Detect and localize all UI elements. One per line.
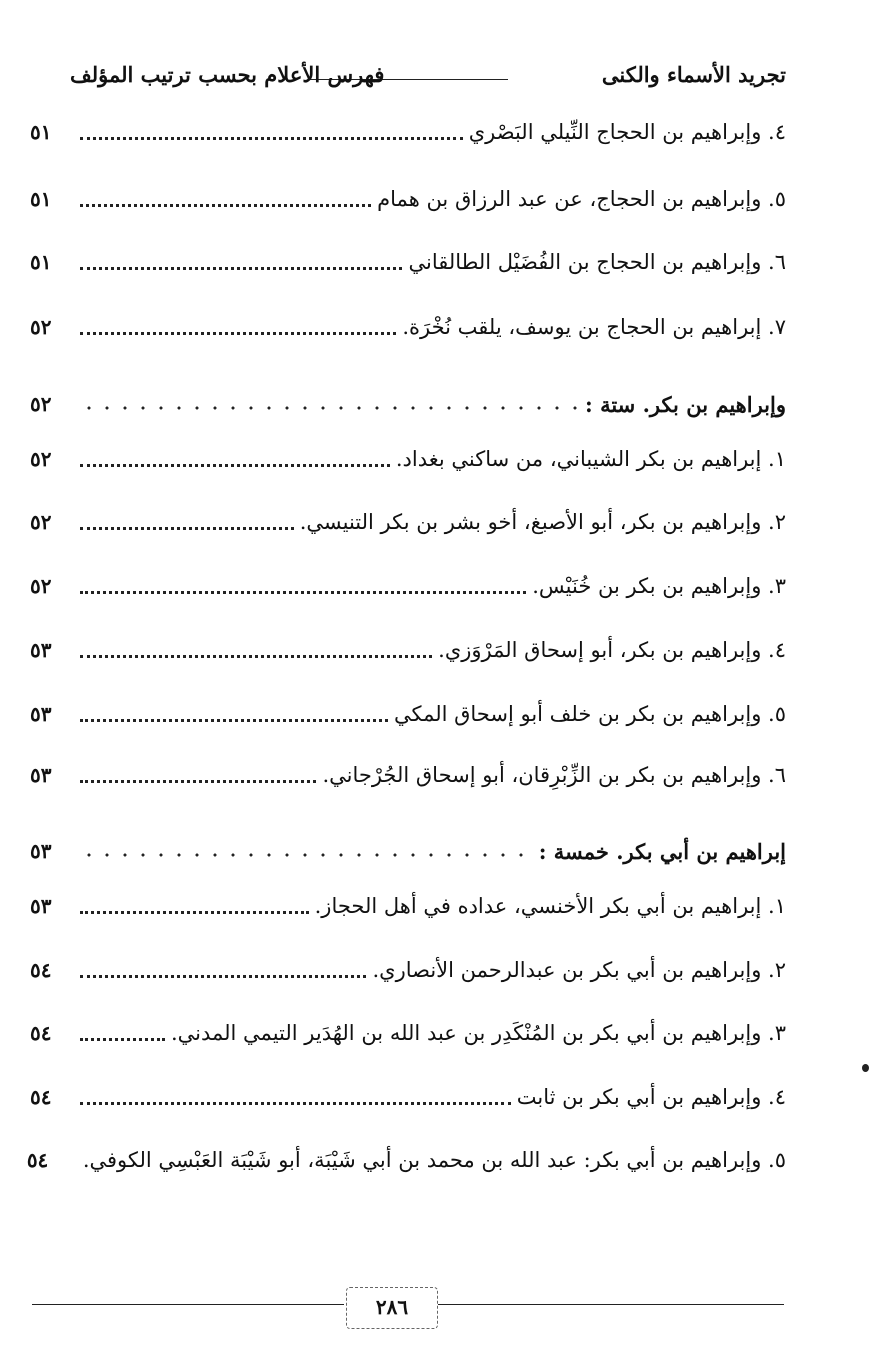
entry-text: ٧. إبراهيم بن الحجاج بن يوسف، يلقب نُخْرَة.: [402, 315, 786, 339]
leader-dots: [80, 464, 390, 467]
entry-text: ٦. وإبراهيم بن الحجاج بن الفُضَيْل الطالقاني: [408, 250, 786, 274]
leader-dots: [80, 527, 294, 530]
entry-text: ٦. وإبراهيم بن بكر بن الزِّبْرِقان، أبو إسحاق الجُرْجاني.: [322, 763, 786, 787]
leader-dots: [80, 137, 463, 140]
entry-page-number: ٥٤: [30, 1021, 52, 1045]
entry-text: ١. إبراهيم بن أبي بكر الأخنسي، عداده في أهل الحجاز.: [314, 894, 786, 918]
index-entry: [30, 440, 786, 478]
index-entry: [30, 567, 786, 605]
leader-dots: [80, 975, 366, 978]
entry-text: ٣. وإبراهيم بن بكر بن خُنَيْس.: [532, 574, 786, 598]
index-entry: [30, 756, 786, 794]
entry-page-number: ٥٢: [30, 574, 52, 598]
entry-page-number: ٥٣: [30, 839, 52, 863]
entry-page-number: ٥٢: [30, 510, 52, 534]
entry-page-number: ٥١: [30, 250, 52, 274]
entry-text: ٢. وإبراهيم بن أبي بكر بن عبدالرحمن الأنصاري.: [372, 958, 786, 982]
entry-page-number: ٥٣: [30, 702, 52, 726]
index-entry: [30, 180, 786, 218]
entry-text: ٥. وإبراهيم بن بكر بن خلف أبو إسحاق المكي: [393, 702, 786, 726]
entry-text: ٥. وإبراهيم بن أبي بكر: عبد الله بن محمد بن أبي شَيْبَة، أبو شَيْبَة العَبْسِي الكوفي.: [82, 1148, 786, 1172]
entry-text: ٢. وإبراهيم بن بكر، أبو الأصبغ، أخو بشر بن بكر التنيسي.: [299, 510, 786, 534]
book-title: تجريد الأسماء والكنى: [601, 62, 786, 87]
leader-dots: [80, 405, 579, 411]
index-entry: [30, 243, 786, 281]
leader-dots: [80, 911, 309, 914]
index-entry: [30, 951, 786, 989]
index-entry: [30, 1078, 786, 1116]
entry-text: ٥. وإبراهيم بن الحجاج، عن عبد الرزاق بن همام: [377, 187, 786, 211]
ink-speck: [862, 1064, 869, 1072]
entry-text: ١. إبراهيم بن بكر الشيباني، من ساكني بغداد.: [395, 447, 786, 471]
index-group-heading: [30, 385, 786, 423]
entry-page-number: ٥٤: [26, 1148, 49, 1172]
leader-dots: [80, 332, 396, 335]
index-group-heading: [30, 832, 786, 870]
index-entry: [30, 631, 786, 669]
entry-text: ٤. وإبراهيم بن بكر، أبو إسحاق المَرْوَزي.: [438, 638, 786, 662]
entry-text: ٣. وإبراهيم بن أبي بكر بن المُنْكَدِر بن عبد الله بن الهُدَير التيمي المدني.: [170, 1021, 786, 1045]
entry-page-number: ٥٣: [30, 638, 52, 662]
entry-page-number: ٥٢: [30, 447, 52, 471]
section-title: فهرس الأعلام بحسب ترتيب المؤلف: [70, 62, 385, 87]
entry-page-number: ٥٣: [30, 894, 52, 918]
leader-dots: [80, 591, 526, 594]
group-heading-text: إبراهيم بن أبي بكر. خمسة :: [538, 838, 786, 864]
entry-page-number: ٥٢: [30, 392, 52, 416]
leader-dots: [80, 852, 533, 858]
entry-page-number: ٥٤: [30, 958, 52, 982]
leader-dots: [80, 204, 371, 207]
index-entry: [26, 1141, 786, 1179]
footer-rule: [438, 1304, 784, 1305]
index-entry: [30, 887, 786, 925]
entry-text: ٤. وإبراهيم بن الحجاج النِّيلي البَصْري: [468, 120, 786, 144]
group-heading-text: وإبراهيم بن بكر. ستة :: [585, 391, 786, 417]
leader-dots: [80, 1038, 165, 1041]
footer-rule: [32, 1304, 344, 1305]
index-entry: [30, 1014, 786, 1052]
entry-page-number: ٥٢: [30, 315, 52, 339]
entry-page-number: ٥٣: [30, 763, 52, 787]
index-entry: [30, 695, 786, 733]
running-header: [70, 62, 786, 94]
leader-dots: [80, 267, 402, 270]
leader-dots: [80, 655, 432, 658]
page-number: ٢٨٦: [346, 1287, 438, 1329]
index-entry: [30, 308, 786, 346]
entry-page-number: ٥٤: [30, 1085, 52, 1109]
index-entry: [30, 113, 786, 151]
leader-dots: [80, 719, 388, 722]
entry-page-number: ٥١: [30, 120, 52, 144]
leader-dots: [80, 780, 316, 783]
index-entry: [30, 503, 786, 541]
leader-dots: [80, 1102, 511, 1105]
entry-page-number: ٥١: [30, 187, 52, 211]
entry-text: ٤. وإبراهيم بن أبي بكر بن ثابت: [516, 1085, 786, 1109]
